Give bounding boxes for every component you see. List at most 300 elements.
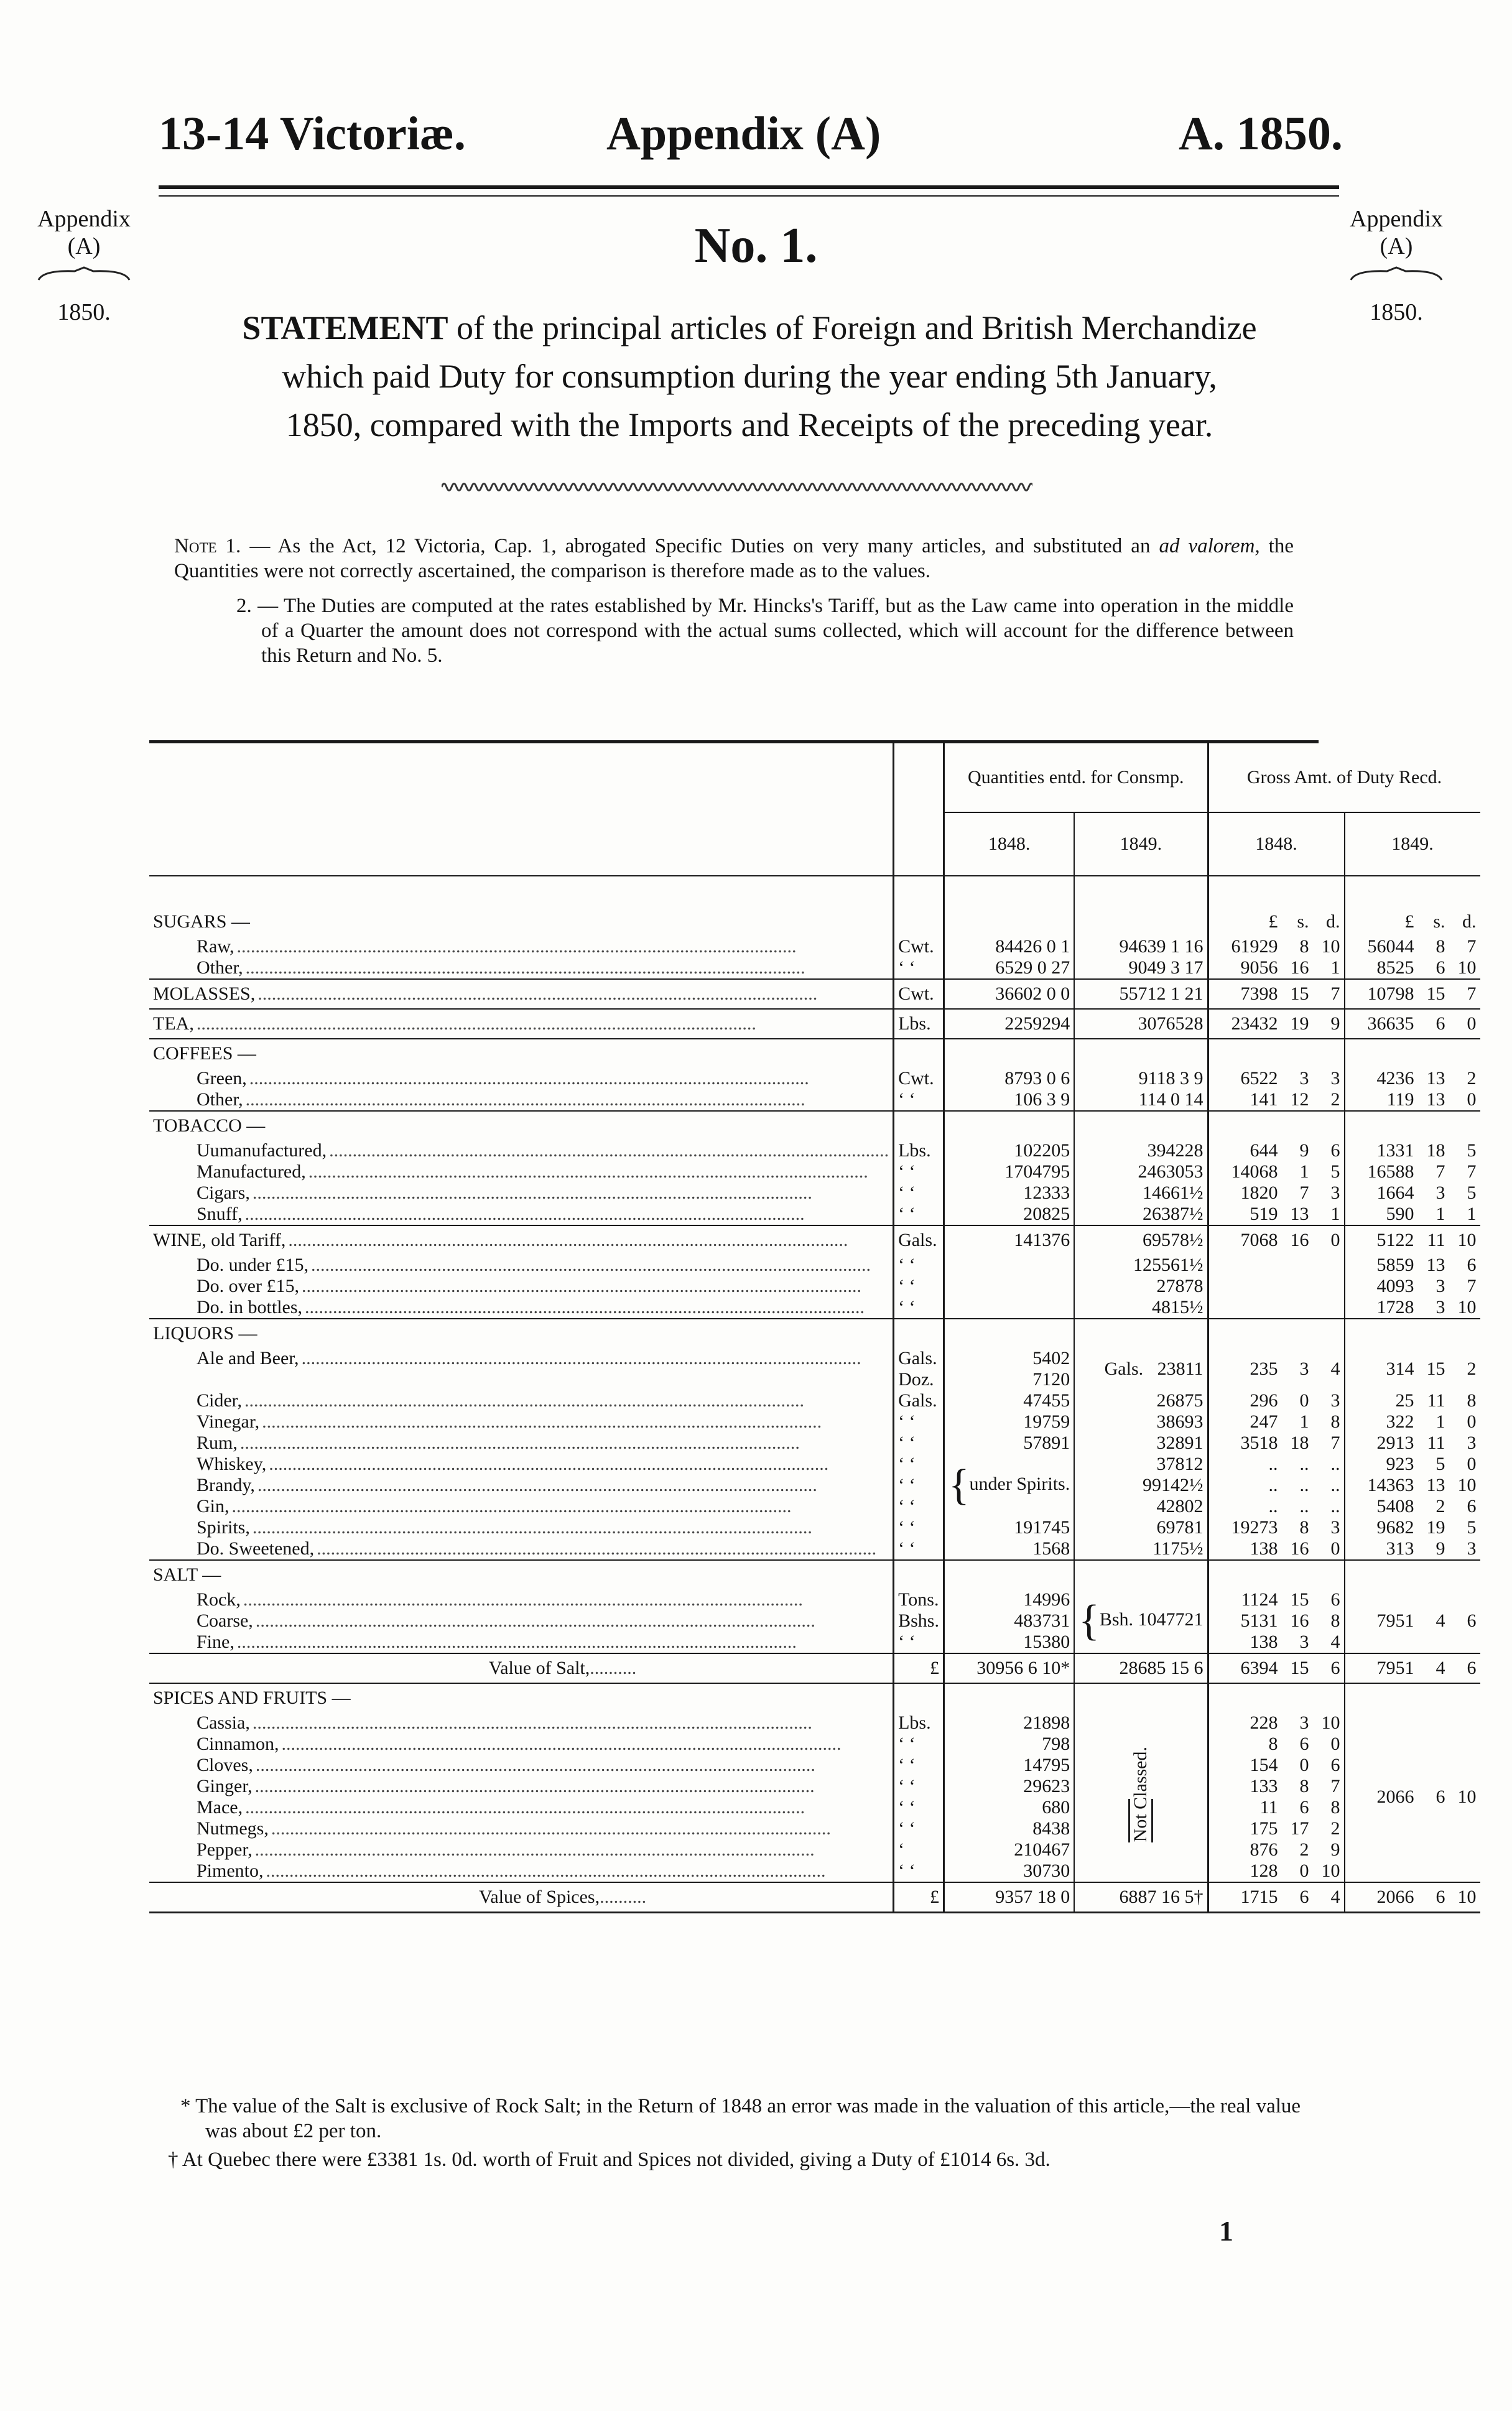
qty-1849: 27878: [1074, 1276, 1208, 1297]
table-cell: [153, 1776, 889, 1797]
table-cell: 11: [1427, 1433, 1445, 1453]
qty-1849: 14661½: [1074, 1182, 1208, 1204]
table-cell: [1345, 1882, 1480, 1913]
table-cell: 14795: [944, 1755, 1074, 1776]
table-cell: 13: [1426, 1089, 1445, 1110]
table-cell: 9: [1435, 1538, 1445, 1559]
money-value: [1213, 1255, 1340, 1275]
table-cell: 18: [1290, 1433, 1309, 1453]
footnotes: [168, 2094, 1306, 2176]
table-cell: ‘: [894, 1839, 944, 1861]
table-cell: ‘ ‘: [894, 1496, 944, 1517]
group-label: LIQUORS —: [149, 1319, 894, 1348]
table-row: [149, 1182, 1480, 1204]
table-cell: ‘ ‘: [894, 1538, 944, 1560]
table-cell: [1208, 876, 1345, 908]
table-cell: 3: [1299, 1632, 1309, 1652]
table-cell: [1345, 1683, 1480, 1712]
table-cell: 0: [1467, 1411, 1477, 1432]
table-cell: 5859: [1376, 1255, 1414, 1275]
table-cell: 1: [1435, 1204, 1445, 1224]
table-cell: 7: [1330, 1433, 1340, 1453]
table-cell: 5: [1467, 1182, 1477, 1203]
table-cell: [149, 1411, 894, 1433]
table-cell: ........................................................................................................................: [245, 957, 805, 978]
table-cell: 19: [1290, 1013, 1309, 1034]
table-cell: [894, 1111, 944, 1140]
table-cell: 30956 6 10*: [944, 1653, 1074, 1683]
table-cell: 3: [1330, 1182, 1340, 1203]
table-cell: 10: [1457, 1475, 1477, 1495]
table-cell: 8: [1330, 1411, 1340, 1432]
article-name: Green,: [197, 1068, 249, 1089]
table-cell: [894, 1560, 944, 1589]
table-cell: ..: [1330, 1454, 1340, 1474]
table-cell: [153, 1538, 889, 1559]
table-cell: ..: [1299, 1475, 1309, 1495]
unit: ‘ ‘: [894, 957, 944, 979]
table-row: [149, 1882, 1480, 1913]
table-cell: [1208, 1734, 1345, 1755]
money-value: [1349, 1433, 1477, 1453]
table-cell: 7: [1467, 936, 1477, 957]
qty-1849: 125561½: [1074, 1255, 1208, 1276]
article-name: Uumanufactured,: [197, 1140, 329, 1161]
table-cell: ........................................................................................................................: [257, 1475, 817, 1495]
table-cell: 10: [1457, 957, 1477, 978]
table-cell: [149, 979, 894, 1009]
note-1-text-end: the Quantities were not correctly ascertained, the comparison is therefore made as to the values.: [174, 535, 1294, 582]
table-cell: [149, 1009, 894, 1039]
article-name: Cinnamon,: [197, 1734, 282, 1754]
table-cell: ‘ ‘: [894, 1797, 944, 1818]
article-name: Cigars,: [197, 1182, 253, 1203]
table-cell: [1208, 1653, 1345, 1683]
table-cell: 10: [1457, 1297, 1477, 1317]
table-cell: 15: [1426, 983, 1445, 1004]
table-cell: [1208, 1517, 1345, 1538]
table-cell: 5402: [1032, 1348, 1070, 1368]
qty-1848: 1704795: [944, 1161, 1074, 1182]
table-cell: 0: [1467, 1454, 1477, 1474]
qty-1849: 114 0 14: [1074, 1089, 1208, 1111]
table-cell: [149, 1225, 894, 1255]
table-cell: 2: [1330, 1089, 1340, 1110]
header-center: Appendix (A): [606, 108, 881, 160]
table-cell: ‘ ‘: [894, 1818, 944, 1839]
table-cell: 1: [1330, 957, 1340, 978]
table-cell: [153, 1276, 889, 1297]
table-cell: [1208, 1161, 1345, 1182]
table-cell: [944, 1111, 1074, 1140]
article-name: Pimento,: [197, 1861, 266, 1881]
table-cell: ........................................................................................................................: [254, 1839, 815, 1860]
unit: Cwt.: [894, 936, 944, 957]
table-cell: [153, 1454, 889, 1475]
table-cell: [1345, 1297, 1480, 1319]
table-cell: 29623: [944, 1776, 1074, 1797]
statement-number: No. 1.: [694, 218, 818, 273]
table-cell: [149, 1882, 894, 1913]
table-cell: [149, 1755, 894, 1776]
page-number: 1: [1219, 2215, 1233, 2247]
table-cell: [149, 1776, 894, 1797]
table-cell: £: [894, 1653, 944, 1683]
table-row: [149, 1610, 1480, 1632]
qty-1848: 141376: [944, 1225, 1074, 1255]
table-cell: 876: [1250, 1839, 1278, 1860]
table-cell: [1074, 1683, 1208, 1712]
table-cell: [149, 957, 894, 979]
table-cell: 1331: [1376, 1140, 1414, 1161]
table-cell: [1208, 1039, 1345, 1068]
table-cell: 16: [1290, 1538, 1309, 1559]
table-cell: 8: [1467, 1390, 1477, 1411]
table-cell: [153, 1348, 889, 1369]
margin-label-sub: (A): [67, 233, 101, 259]
table-cell: [1074, 908, 1208, 936]
money-value: [1213, 1517, 1340, 1538]
money-value: [1349, 1276, 1477, 1296]
table-cell: 8: [1299, 936, 1309, 957]
table-cell: 3: [1299, 1359, 1309, 1379]
group-label: SALT —: [149, 1560, 894, 1589]
table-cell: 1: [1299, 1161, 1309, 1182]
money-value: [1213, 1734, 1340, 1754]
unit: ‘ ‘: [894, 1161, 944, 1182]
table-row: [149, 1818, 1480, 1839]
unit: Cwt.: [894, 979, 944, 1009]
article-name: Nutmegs,: [197, 1818, 271, 1839]
table-cell: 6: [1330, 1755, 1340, 1775]
table-row: [149, 1475, 1480, 1496]
qty-1849: 9118 3 9: [1074, 1068, 1208, 1089]
table-row: [149, 1111, 1480, 1140]
article-name: Ale and Beer,: [197, 1348, 302, 1368]
table-cell: [1345, 1560, 1480, 1589]
footnote-spices: † At Quebec there were £3381 1s. 0d. worth of Fruit and Spices not divided, giving a Duty of £1014 6s. 3d.: [168, 2149, 1051, 2171]
table-cell: [149, 1390, 894, 1411]
table-cell: 7: [1435, 1161, 1445, 1182]
qty-1848: 191745: [944, 1517, 1074, 1538]
table-cell: [1345, 1009, 1480, 1039]
table-cell: 23811: [1157, 1359, 1204, 1379]
table-cell: 680: [944, 1797, 1074, 1818]
table-cell: 2: [1467, 1068, 1477, 1089]
table-cell: [944, 1560, 1074, 1589]
table-cell: ‘ ‘: [894, 1861, 944, 1882]
table-row: [149, 1653, 1480, 1683]
table-cell: 7: [1467, 983, 1477, 1004]
table-cell: 2913: [1376, 1433, 1414, 1453]
table-cell: 6: [1435, 957, 1445, 978]
table-cell: [149, 1653, 894, 1683]
table-cell: [149, 1204, 894, 1225]
money-value: [1349, 1454, 1477, 1474]
table-row: [149, 1039, 1480, 1068]
table-cell: [153, 957, 889, 978]
qty-1848: 19759: [944, 1411, 1074, 1433]
table-cell: 11: [1259, 1797, 1278, 1818]
table-cell: 7: [1467, 1276, 1477, 1296]
table-cell: ........................................................................................................................: [262, 1411, 822, 1432]
table-cell: [1345, 1653, 1480, 1683]
table-row: [149, 957, 1480, 979]
table-cell: Doz.: [898, 1369, 934, 1390]
table-cell: 119: [1386, 1089, 1414, 1110]
table-cell: 14068: [1231, 1161, 1278, 1182]
table-cell: ........................................................................................................................: [244, 1390, 804, 1411]
money-value: [1213, 1433, 1340, 1453]
table-cell: [153, 1255, 889, 1276]
table-cell: [149, 812, 894, 876]
table-cell: 3: [1435, 1297, 1445, 1317]
table-cell: [1208, 1475, 1345, 1496]
table-cell: [894, 1039, 944, 1068]
table-cell: ‘ ‘: [894, 1632, 944, 1653]
table-cell: [1345, 957, 1480, 979]
table-cell: 483731: [944, 1610, 1074, 1632]
table-cell: [149, 1517, 894, 1538]
table-cell: 42802: [1074, 1496, 1208, 1517]
table-cell: 15: [1290, 983, 1309, 1004]
table-cell: [149, 1297, 894, 1319]
table-cell: [149, 1140, 894, 1161]
money-value: [1213, 957, 1340, 978]
table-cell: [153, 1589, 889, 1610]
table-cell: [149, 1610, 894, 1632]
table-cell: [1208, 1538, 1345, 1560]
money-value: [1349, 1887, 1477, 1907]
table-cell: ........................................................................................................................: [245, 1089, 805, 1110]
article-name: Cider,: [197, 1390, 244, 1411]
qty-1849: 26387½: [1074, 1204, 1208, 1225]
table-cell: ..........: [600, 1887, 647, 1907]
money-value: [1213, 1839, 1340, 1860]
table-cell: [1208, 1632, 1345, 1653]
table-cell: [944, 1454, 1074, 1517]
table-cell: 1715: [1240, 1887, 1278, 1907]
table-cell: [1208, 1225, 1345, 1255]
money-value: [1213, 1538, 1340, 1559]
table-cell: 8525: [1376, 957, 1414, 978]
qty-1848: 20825: [944, 1204, 1074, 1225]
qty-1848: 84426 0 1: [944, 936, 1074, 957]
qty-1848: 8793 0 6: [944, 1068, 1074, 1089]
table-cell: 10: [1457, 1786, 1477, 1807]
table-cell: £: [1268, 911, 1278, 932]
table-cell: [153, 1140, 889, 1161]
table-cell: ..: [1299, 1454, 1309, 1474]
table-cell: 2: [1299, 1839, 1309, 1860]
table-cell: [149, 1433, 894, 1454]
qty-1849: 3076528: [1074, 1009, 1208, 1039]
table-cell: 210467: [944, 1839, 1074, 1861]
table-cell: [1345, 1204, 1480, 1225]
money-value: [1213, 1887, 1340, 1907]
money-value: [1213, 1013, 1340, 1034]
table-cell: 6394: [1240, 1658, 1278, 1678]
table-cell: [149, 1734, 894, 1755]
head-duty: Gross Amt. of Duty Recd.: [1208, 743, 1480, 812]
table-cell: [894, 1683, 944, 1712]
money-value: [1349, 1786, 1477, 1807]
table-cell: 8: [1435, 936, 1445, 957]
table-cell: ........................................................................................................................: [231, 1496, 792, 1517]
money-value: [1349, 1517, 1477, 1538]
table-cell: {: [1078, 1597, 1100, 1645]
unit: ‘ ‘: [894, 1255, 944, 1276]
table-cell: ‘ ‘: [894, 1411, 944, 1433]
table-cell: 16588: [1367, 1161, 1414, 1182]
table-cell: [149, 1454, 894, 1475]
table-cell: 0: [1299, 1390, 1309, 1411]
table-cell: s.: [1297, 911, 1309, 932]
table-cell: [1208, 1683, 1345, 1712]
unit: Gals.: [894, 1225, 944, 1255]
article-name: Spirits,: [197, 1517, 253, 1538]
table-cell: 2: [1330, 1818, 1340, 1839]
table-cell: 99142½: [1074, 1475, 1208, 1496]
statement-title: [143, 304, 1356, 449]
table-cell: ........................................................................................................................: [269, 1454, 829, 1474]
table-cell: [1208, 1276, 1345, 1297]
table-cell: 16: [1290, 957, 1309, 978]
table-cell: 8: [1330, 1610, 1340, 1631]
head-year-d48: 1848.: [1208, 812, 1345, 876]
table-cell: Gals.: [894, 1390, 944, 1411]
table-cell: 8438: [944, 1818, 1074, 1839]
table-cell: ........................................................................................................................: [310, 1255, 871, 1275]
table-cell: 6: [1467, 1255, 1477, 1275]
table-cell: [1345, 1475, 1480, 1496]
table-cell: ........................................................................................................................: [317, 1538, 877, 1559]
title-line2: which paid Duty for consumption during the year ending 5th January,: [282, 358, 1217, 395]
qty-1849: 9049 3 17: [1074, 957, 1208, 979]
table-cell: 6: [1435, 1786, 1445, 1807]
table-cell: [1074, 1712, 1208, 1882]
table-cell: 38693: [1074, 1411, 1208, 1433]
table-cell: 7: [1467, 1161, 1477, 1182]
table-cell: [944, 1683, 1074, 1712]
table-cell: 7: [1330, 1776, 1340, 1796]
table-cell: 14996: [944, 1589, 1074, 1610]
qty-1849: 94639 1 16: [1074, 936, 1208, 957]
table-cell: [1208, 908, 1345, 936]
col-article-head: [149, 743, 894, 812]
table-cell: [149, 1538, 894, 1560]
money-value: [1213, 1496, 1340, 1517]
table-cell: [153, 1089, 889, 1110]
table-cell: 8: [1268, 1734, 1278, 1754]
table-cell: [153, 936, 889, 957]
table-cell: 5408: [1376, 1496, 1414, 1517]
table-cell: [153, 1797, 889, 1818]
table-cell: [1208, 1068, 1345, 1089]
qty-1848: 106 3 9: [944, 1089, 1074, 1111]
table-cell: 19273: [1231, 1517, 1278, 1538]
money-value: [1349, 1182, 1477, 1203]
table-row: [149, 908, 1480, 936]
table-cell: ........................................................................................................................: [243, 1589, 803, 1610]
table-cell: [1208, 1882, 1345, 1913]
table-cell: ........................................................................................................................: [252, 1517, 812, 1538]
table-cell: 247: [1250, 1411, 1278, 1432]
table-cell: 7: [1299, 1182, 1309, 1203]
margin-year: 1850.: [57, 299, 111, 325]
table-cell: 0: [1467, 1013, 1477, 1034]
table-cell: [894, 1319, 944, 1348]
qty-1849: 4815½: [1074, 1297, 1208, 1319]
table-row: [149, 1454, 1480, 1475]
table-cell: [1208, 1839, 1345, 1861]
money-value: [1349, 1411, 1477, 1432]
money-value: [1213, 1230, 1340, 1250]
margin-label-sub: (A): [1380, 233, 1413, 259]
table-cell: 69781: [1074, 1517, 1208, 1538]
table-row: [149, 1204, 1480, 1225]
table-cell: ........................................................................................................................: [257, 983, 818, 1004]
table-cell: 3: [1299, 1712, 1309, 1733]
table-cell: ........................................................................................................................: [281, 1734, 842, 1754]
article-name: Cloves,: [197, 1755, 256, 1775]
table-row: [149, 1712, 1480, 1734]
table-row: [149, 1319, 1480, 1348]
article-name: Rum,: [197, 1433, 240, 1453]
table-cell: Gals.: [898, 1348, 937, 1368]
money-value: [1213, 1755, 1340, 1775]
table-row: [149, 979, 1480, 1009]
table-row: [149, 1755, 1480, 1776]
qty-1849: 2463053: [1074, 1161, 1208, 1182]
table-cell: 7951: [1376, 1658, 1414, 1678]
table-cell: 2: [1435, 1496, 1445, 1517]
table-cell: 6: [1299, 1887, 1309, 1907]
table-cell: ........................................................................................................................: [196, 1013, 756, 1034]
money-value: [1349, 1475, 1477, 1495]
table-cell: ........................................................................................................................: [244, 1204, 805, 1224]
table-cell: [153, 1755, 889, 1776]
table-row: [149, 1255, 1480, 1276]
table-cell: 10: [1321, 1712, 1340, 1733]
table-cell: 7398: [1240, 983, 1278, 1004]
table-cell: [149, 1797, 894, 1818]
note-1: [174, 534, 1294, 583]
table-cell: 1664: [1376, 1182, 1414, 1203]
table-cell: 6: [1330, 1140, 1340, 1161]
table-cell: ‘ ‘: [894, 1454, 944, 1475]
article-name: Do. over £15,: [197, 1276, 302, 1296]
table-cell: 1: [1299, 1411, 1309, 1432]
table-cell: ........................................................................................................................: [308, 1161, 868, 1182]
table-cell: 6: [1435, 1013, 1445, 1034]
table-cell: 10798: [1367, 983, 1414, 1004]
table-cell: 1: [1435, 1411, 1445, 1432]
table-cell: 0: [1330, 1538, 1340, 1559]
table-cell: ‘ ‘: [894, 1755, 944, 1776]
table-cell: 1728: [1376, 1297, 1414, 1317]
table-cell: [153, 1297, 889, 1318]
table-cell: [1208, 1861, 1345, 1882]
table-cell: 25: [1395, 1390, 1414, 1411]
title-line3: 1850, compared with the Imports and Receipts of the preceding year.: [285, 406, 1213, 444]
table-cell: 296: [1250, 1390, 1278, 1411]
table-cell: 8: [1299, 1517, 1309, 1538]
table-cell: ........................................................................................................................: [301, 1348, 861, 1368]
table-cell: ‘ ‘: [894, 1734, 944, 1755]
table-cell: [149, 1589, 894, 1610]
table-cell: 16: [1290, 1230, 1309, 1250]
